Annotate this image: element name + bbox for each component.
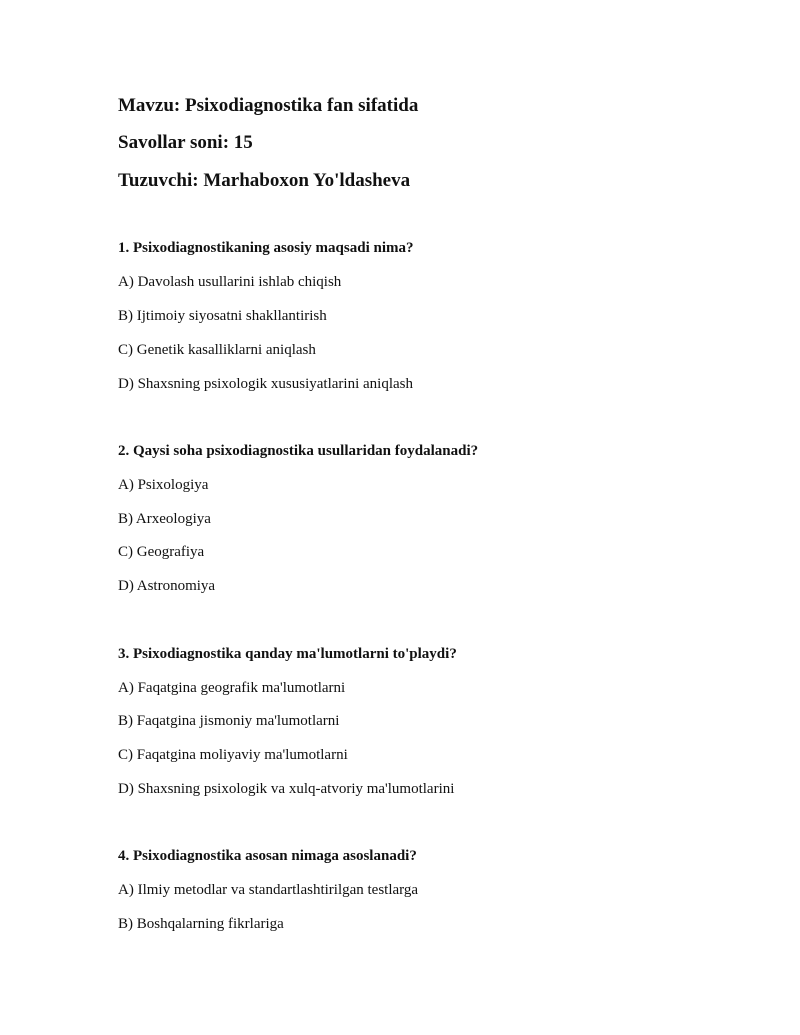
question-3-option-a: A) Faqatgina geografik ma'lumotlarni	[118, 680, 346, 696]
question-1: 1. Psixodiagnostikaning asosiy maqsadi nima?	[118, 240, 414, 256]
question-2-option-c: C) Geografiya	[118, 544, 205, 560]
question-3-option-b: B) Faqatgina jismoniy ma'lumotlarni	[118, 713, 340, 729]
question-1-option-d: D) Shaxsning psixologik xususiyatlarini aniqlash	[118, 376, 413, 392]
author-line: Tuzuvchi: Marhaboxon Yo'ldasheva	[118, 170, 411, 191]
question-1-option-b: B) Ijtimoiy siyosatni shakllantirish	[118, 308, 327, 324]
question-2-option-d: D) Astronomiya	[118, 578, 216, 594]
question-2: 2. Qaysi soha psixodiagnostika usullaridan foydalanadi?	[118, 443, 479, 459]
question-3-option-d: D) Shaxsning psixologik va xulq-atvoriy ma'lumotlarini	[118, 781, 455, 797]
question-4-option-b: B) Boshqalarning fikrlariga	[118, 916, 284, 932]
question-3: 3. Psixodiagnostika qanday ma'lumotlarni to'playdi?	[118, 646, 457, 662]
topic-title: Mavzu: Psixodiagnostika fan sifatida	[118, 95, 419, 116]
question-2-option-a: A) Psixologiya	[118, 477, 209, 493]
question-3-option-c: C) Faqatgina moliyaviy ma'lumotlarni	[118, 747, 348, 763]
question-4-option-a: A) Ilmiy metodlar va standartlashtirilgan testlarga	[118, 882, 419, 898]
question-1-option-a: A) Davolash usullarini ishlab chiqish	[118, 274, 342, 290]
question-1-option-c: C) Genetik kasalliklarni aniqlash	[118, 342, 316, 358]
question-2-option-b: B) Arxeologiya	[118, 511, 211, 527]
question-count: Savollar soni: 15	[118, 132, 253, 153]
question-4: 4. Psixodiagnostika asosan nimaga asoslanadi?	[118, 848, 417, 864]
